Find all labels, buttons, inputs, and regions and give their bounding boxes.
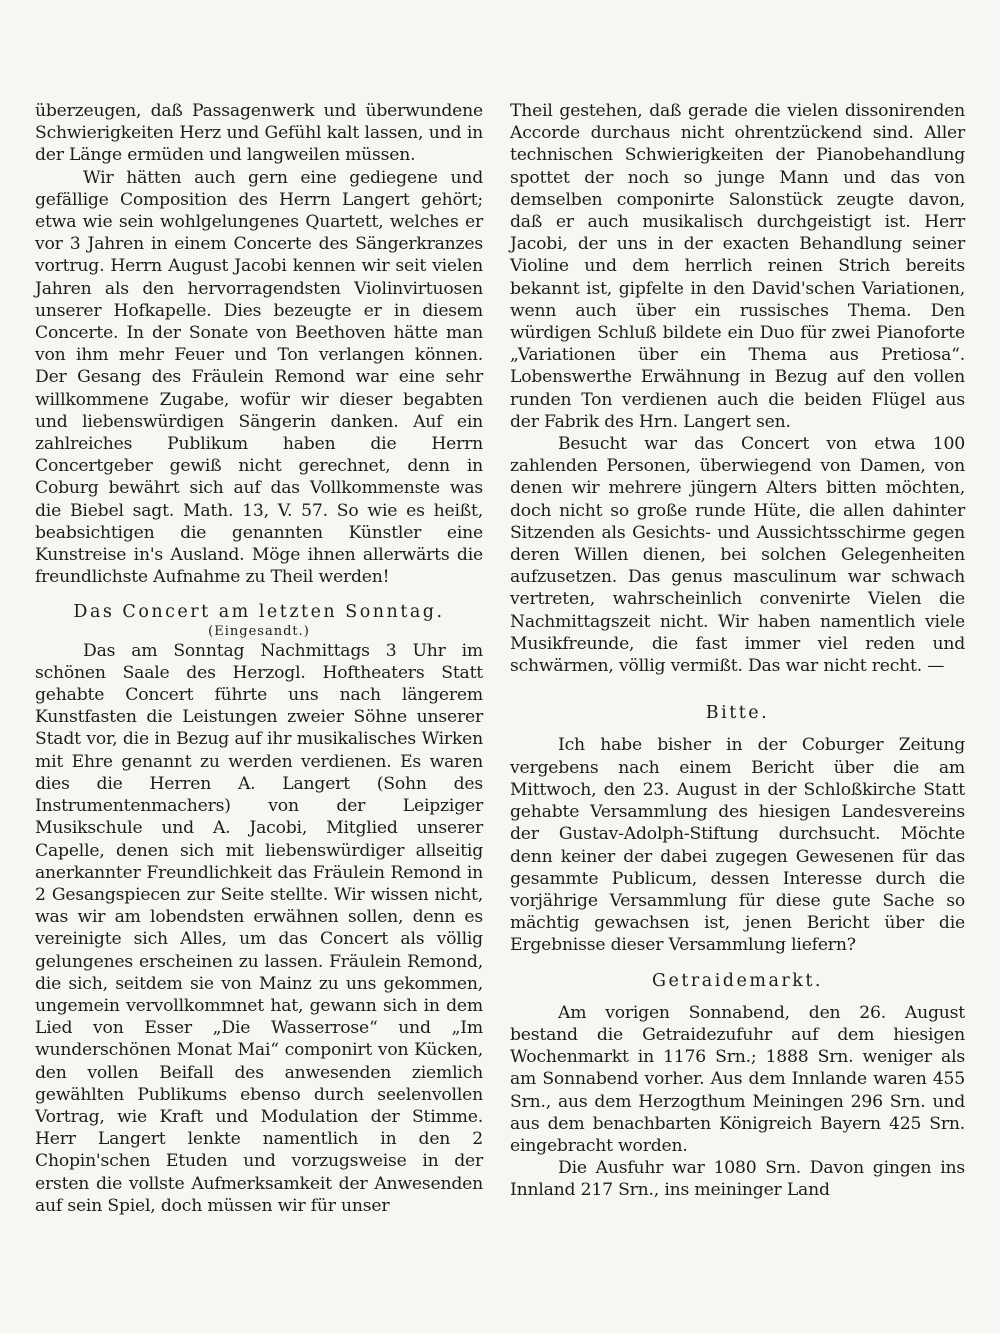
article-heading-bitte: Bitte.: [705, 703, 770, 724]
paragraph-getraide-supply: Am vorigen Sonnabend, den 26. August bestand die Getraidezufuhr auf dem hiesigen Wochenmarkt in 1176 Srn.; 1888 Srn. weniger als am Sonnabend vorher. Aus dem Innlande waren 455 Srn., aus dem Herzogthum Meiningen 296 Srn. und aus dem benachbarten Königreich Bayern 425 Srn. eingebracht worden.: [510, 1002, 965, 1156]
paragraph-continuation-right: Theil gestehen, daß gerade die vielen dissonirenden Accorde durchaus nicht ohrentzückend sind. Aller technischen Schwierigkeiten der Pianobehandlung spottet der noch so junge Mann und das von demselben componirte Salonstück zeugte davon, daß er auch musikalisch durchgeistigt ist. Herr Jacobi, der uns in der exacten Behandlung seiner Violine und dem herrlich reinen Strich bereits bekannt ist, gipfelte in den David'schen Variationen, wenn auch über ein russisches Thema. Den würdigen Schluß bildete ein Duo für zwei Pianoforte „Variationen über ein Thema aus Pretiosa“. Lobenswerthe Erwähnung in Bezug auf den vollen runden Ton verdienen auch die beiden Flügel aus der Fabrik des Hrn. Langert sen.: [510, 101, 965, 432]
spacer: [510, 724, 965, 734]
spacer: [35, 588, 483, 598]
paragraph-attendance: Besucht war das Concert von etwa 100 zahlenden Personen, überwiegend von Damen, von denen wir mehrere jüngern Alters bitten möchten, doch nicht so große runde Hüte, die allen dahinter Sitzenden als Gesichts- und Aussichtsschirme gegen deren Willen dienen, bei solchen Gelegenheiten aufzusetzen. Das genus masculinum war schwach vertreten, wahrscheinlich convenirte Vielen die Nachmittagszeit nicht. Wir haben namentlich viele Musikfreunde, die fast immer viel reden und schwärmen, völlig vermißt. Das war nicht recht. —: [510, 434, 965, 677]
paragraph-bitte: Ich habe bisher in der Coburger Zeitung vergebens nach einem Bericht über die am Mittwoch, den 23. August in der Schloßkirche Statt gehabte Versammlung des hiesigen Landesvereins der Gustav-Adolph-Stiftung durchsucht. Möchte denn keiner der dabei zugegen Gewesenen für das gesammte Publicum, dessen Interesse durch die vorjährige Versammlung für diese gute Sache so mächtig gewachsen ist, jenen Bericht über die Ergebnisse dieser Versammlung liefern?: [510, 735, 965, 956]
article-heading-concert: Das Concert am letzten Sonntag.: [73, 602, 445, 623]
paragraph-getraide-export: Die Ausfuhr war 1080 Srn. Davon gingen ins Innland 217 Srn., ins meininger Land: [510, 1158, 965, 1201]
left-column: [35, 100, 483, 1217]
spacer: [510, 992, 965, 1002]
article-subheading: (Eingesandt.): [208, 623, 310, 639]
paragraph-concert-report: Das am Sonntag Nachmittags 3 Uhr im schönen Saale des Herzogl. Hoftheaters Statt gehabte Concert führte uns nach längerem Kunstfasten die Leistungen zweier Söhne unserer Stadt vor, die in Bezug auf ihr musikalisches Wirken mit Ehre genannt zu werden verdienen. Es waren dies die Herren A. Langert (Sohn des Instrumentenmachers) von der Leipziger Musikschule und A. Jacobi, Mitglied unserer Capelle, denen sich mit liebenswürdiger allseitig anerkannter Freundlichkeit das Fräulein Remond in 2 Gesangspiecen zur Seite stellte. Wir wissen nicht, was wir am lobendsten erwähnen sollen, denn es vereinigte sich Alles, um das Concert als völlig gelungenes erscheinen zu lassen. Fräulein Remond, die sich, seitdem sie von Mainz zu uns gekommen, ungemein vervollkommnet hat, gewann sich in dem Lied von Esser „Die Wasserrose“ und „Im wunderschönen Monat Mai“ componirt von Kücken, den vollen Beifall des anwesenden ziemlich gewählten Publikums ebenso durch seelenvollen Vortrag, wie Kraft und Modulation der Stimme. Herr Langert lenkte namentlich in den 2 Chopin'schen Etuden und vorzugsweise in der ersten die vollste Aufmerksamkeit der Anwesenden auf sein Spiel, doch müssen wir für unser: [35, 640, 483, 1216]
article-heading-getraidemarkt: Getraidemarkt.: [652, 970, 823, 991]
right-column: [510, 100, 965, 1202]
spacer: [510, 957, 965, 967]
paragraph-continuation: überzeugen, daß Passagenwerk und überwundene Schwierigkeiten Herz und Gefühl kalt lassen, und in der Länge ermüden und langweilen müssen.: [35, 101, 483, 166]
spacer: [510, 677, 965, 699]
paragraph-langert-jacobi: Wir hätten auch gern eine gediegene und gefällige Composition des Herrn Langert gehört; etwa wie sein wohlgelungenes Quartett, welches er vor 3 Jahren in einem Concerte des Sängerkranzes vortrug. Herrn August Jacobi kennen wir seit vielen Jahren als den hervorragendsten Violinvirtuosen unserer Hofkapelle. Dies bezeugte er in diesem Concerte. In der Sonate von Beethoven hätte man von ihm mehr Feuer und Ton verlangen können. Der Gesang des Fräulein Remond war eine sehr willkommene Zugabe, wofür wir dieser begabten und liebenswürdigen Sängerin danken. Auf ein zahlreiches Publikum haben die Herrn Concertgeber gewiß nicht gerechnet, denn in Coburg bewährt sich auf das Vollkommenste was die Biebel sagt. Math. 13, V. 57. So wie es heißt, beabsichtigen die genannten Künstler eine Kunstreise in's Ausland. Möge ihnen allerwärts die freundlichste Aufnahme zu Theil werden!: [35, 167, 483, 588]
